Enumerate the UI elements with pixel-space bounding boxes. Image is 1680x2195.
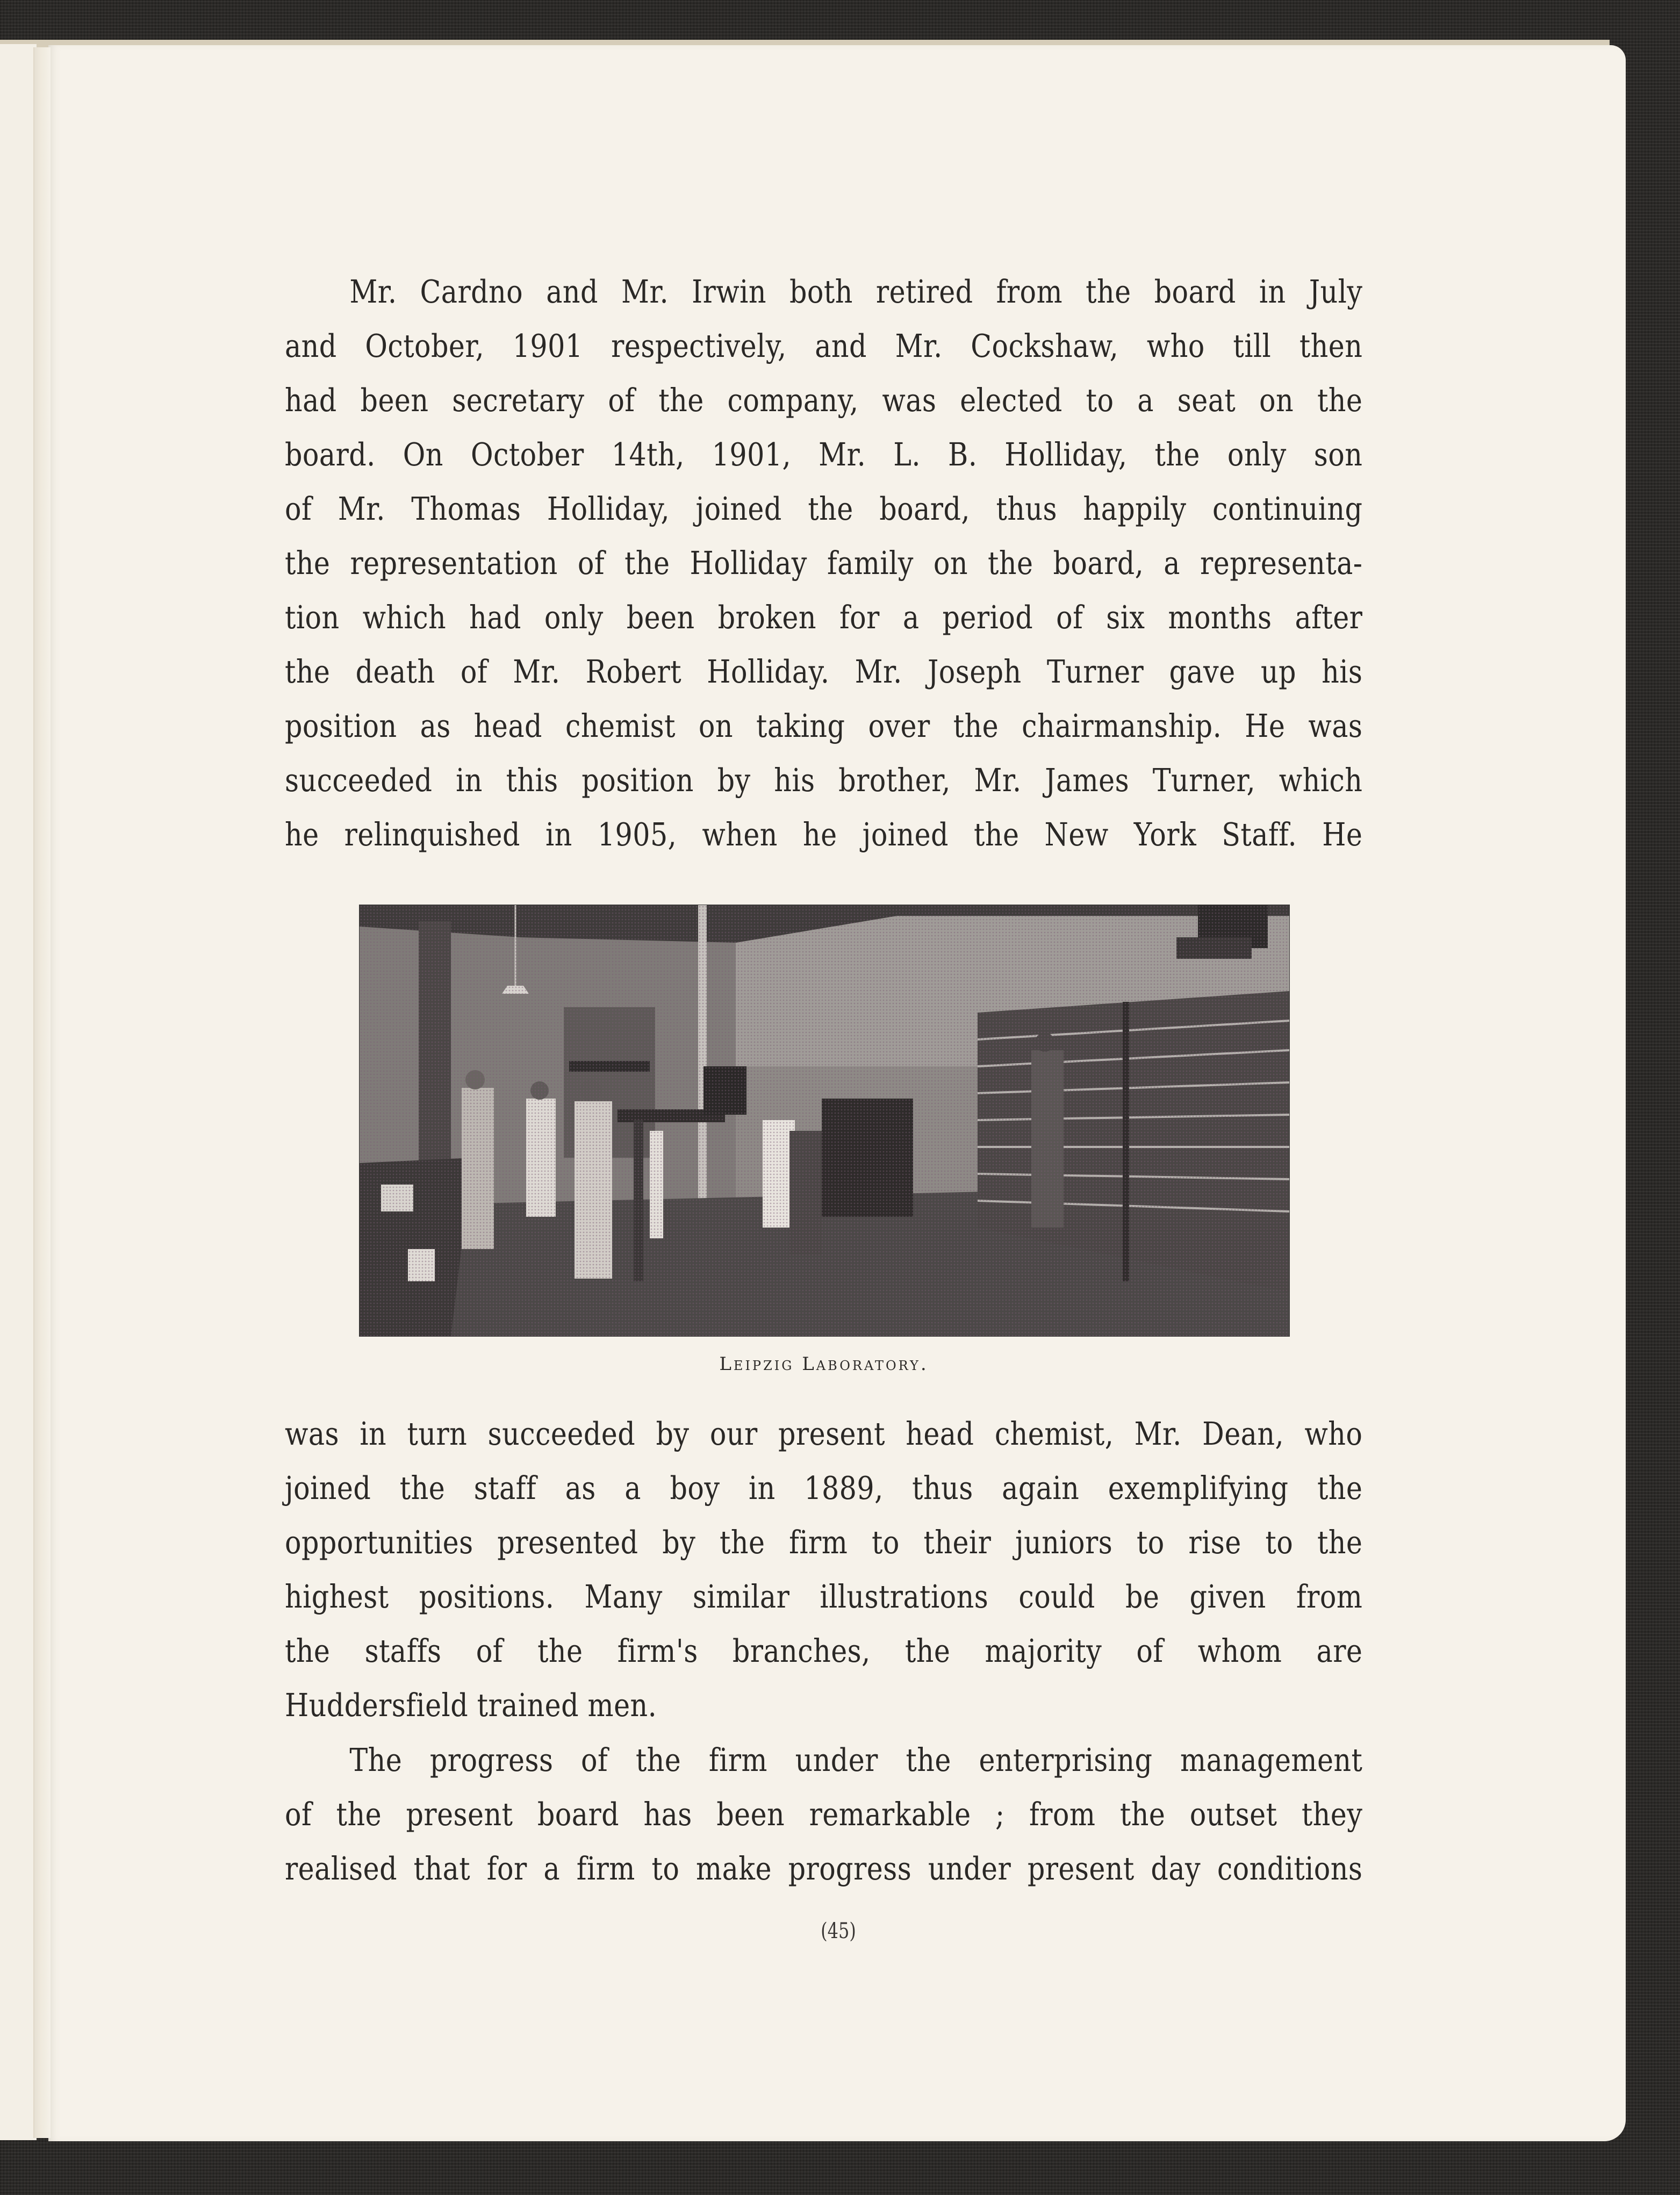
text-line: board. On October 14th, 1901, Mr. L. B. Holliday, the only son — [285, 436, 1363, 473]
paragraph-2 — [285, 1407, 1362, 1732]
text-line: Mr. Cardno and Mr. Irwin both retired from the board in July — [349, 273, 1363, 310]
text-line: joined the staff as a boy in 1889, thus again exemplifying the — [285, 1469, 1363, 1507]
text-line: the staffs of the firm's branches, the majority of whom are — [285, 1632, 1363, 1669]
text-line: The progress of the firm under the enterprising management — [349, 1741, 1363, 1778]
text-line: position as head chemist on taking over the chairmanship. He was — [285, 707, 1363, 744]
laboratory-photograph — [359, 905, 1290, 1337]
page-gutter — [33, 47, 51, 2138]
left-page-edge — [0, 44, 37, 2140]
text-line: of the present board has been remarkable ; from the outset they — [285, 1796, 1363, 1833]
paragraph-1 — [285, 264, 1362, 862]
figure-caption: Leipzig Laboratory. — [719, 1353, 929, 1375]
text-line: opportunities presented by the firm to their juniors to rise to the — [285, 1524, 1363, 1561]
text-line: was in turn succeeded by our present head chemist, Mr. Dean, who — [285, 1415, 1363, 1452]
text-line: realised that for a firm to make progress under present day conditions — [285, 1850, 1363, 1887]
text-line: and October, 1901 respectively, and Mr. Cockshaw, who till then — [285, 327, 1363, 364]
page-number: (45) — [821, 1919, 856, 1943]
text-line: tion which had only been broken for a period of six months after — [285, 599, 1363, 636]
text-line: of Mr. Thomas Holliday, joined the board, thus happily continuing — [285, 490, 1363, 527]
text-line: the death of Mr. Robert Holliday. Mr. Joseph Turner gave up his — [285, 653, 1363, 690]
text-line: highest positions. Many similar illustrations could be given from — [285, 1578, 1363, 1615]
text-line: succeeded in this position by his brother, Mr. James Turner, which — [285, 762, 1363, 799]
text-line: the representation of the Holliday family on the board, a representa- — [285, 544, 1363, 582]
text-line: Huddersfield trained men. — [285, 1687, 657, 1724]
laboratory-photo-illustration — [360, 905, 1289, 1336]
text-line: had been secretary of the company, was elected to a seat on the — [285, 382, 1363, 419]
text-line: he relinquished in 1905, when he joined the New York Staff. He — [285, 816, 1363, 853]
paragraph-3 — [285, 1733, 1362, 1896]
